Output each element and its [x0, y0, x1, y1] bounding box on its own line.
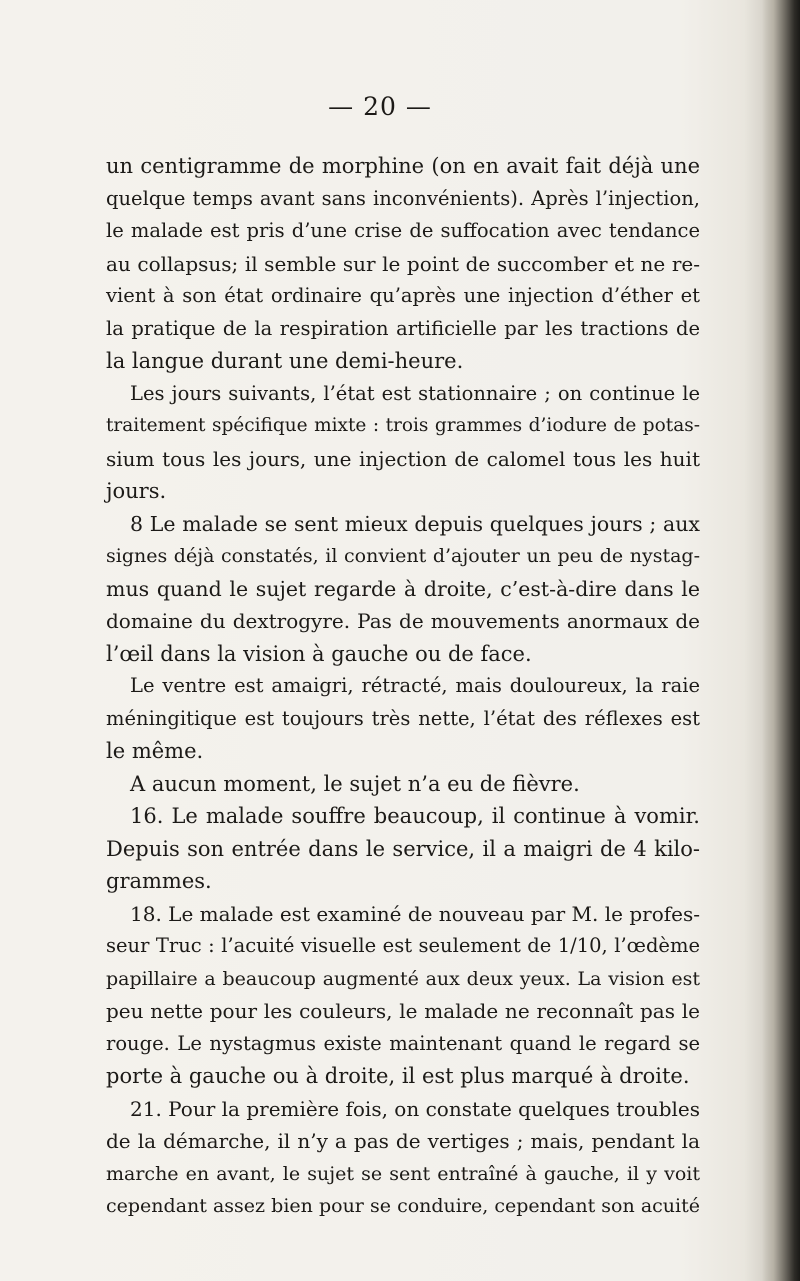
text-line: porte à gauche ou à droite, il est plus marqué à droite.	[106, 1064, 690, 1088]
text-line: grammes.	[106, 869, 212, 893]
text-line: Le ventre est amaigri, rétracté, mais douloureux, la raie	[130, 674, 700, 697]
text-line: cependant assez bien pour se conduire, cependant son acuité	[106, 1195, 700, 1217]
text-line: peu nette pour les couleurs, le malade ne reconnaît pas le	[106, 999, 700, 1023]
text-line: la pratique de la respiration artificielle par les tractions de	[106, 316, 700, 340]
text-line: signes déjà constatés, il convient d’ajouter un peu de nystag-	[106, 545, 700, 567]
text-line: de la démarche, il n’y a pas de vertiges ; mais, pendant la	[106, 1129, 700, 1153]
page-number: — 20 —	[328, 92, 432, 121]
text-line: le même.	[106, 739, 204, 763]
text-line: jours.	[106, 479, 167, 503]
text-line: Les jours suivants, l’état est stationnaire ; on continue le	[130, 381, 700, 405]
text-line: A aucun moment, le sujet n’a eu de fièvre.	[130, 771, 580, 796]
text-line: méningitique est toujours très nette, l’état des réflexes est	[106, 706, 700, 730]
text-line: 21. Pour la première fois, on constate quelques troubles	[130, 1096, 701, 1121]
text-line: au collapsus; il semble sur le point de succomber et ne re-	[106, 251, 700, 276]
text-line: traitement spécifique mixte : trois grammes d’iodure de potas-	[106, 415, 700, 436]
text-line: Depuis son entrée dans le service, il a maigri de 4 kilo-	[106, 836, 700, 861]
text-line: vient à son état ordinaire qu’après une injection d’éther et	[106, 284, 700, 307]
text-line: quelque temps avant sans inconvénients). Après l’injection,	[106, 186, 700, 210]
page-binding-shadow	[762, 0, 800, 1281]
text-line: un centigramme de morphine (on en avait fait déjà une	[106, 154, 700, 178]
text-line: l’œil dans la vision à gauche ou de face.	[106, 641, 532, 666]
text-line: rouge. Le nystagmus existe maintenant quand le regard se	[106, 1031, 700, 1055]
text-line: 18. Le malade est examiné de nouveau par M. le profes-	[130, 901, 700, 926]
text-line: 16. Le malade souffre beaucoup, il continue à vomir.	[130, 804, 700, 828]
text-line: 8 Le malade se sent mieux depuis quelques jours ; aux	[130, 511, 700, 536]
text-line: seur Truc : l’acuité visuelle est seulement de 1/10, l’œdème	[106, 934, 700, 957]
text-line: marche en avant, le sujet se sent entraîné à gauche, il y voit	[106, 1162, 700, 1185]
text-line: la langue durant une demi-heure.	[106, 349, 464, 373]
text-line: sium tous les jours, une injection de calomel tous les huit	[106, 446, 700, 471]
text-line: domaine du dextrogyre. Pas de mouvements anormaux de	[106, 609, 700, 633]
text-line: papillaire a beaucoup augmenté aux deux yeux. La vision est	[106, 967, 700, 990]
text-line: le malade est pris d’une crise de suffocation avec tendance	[106, 219, 700, 242]
body-text	[106, 150, 700, 1223]
text-line: mus quand le sujet regarde à droite, c’est-à-dire dans le	[106, 576, 700, 601]
